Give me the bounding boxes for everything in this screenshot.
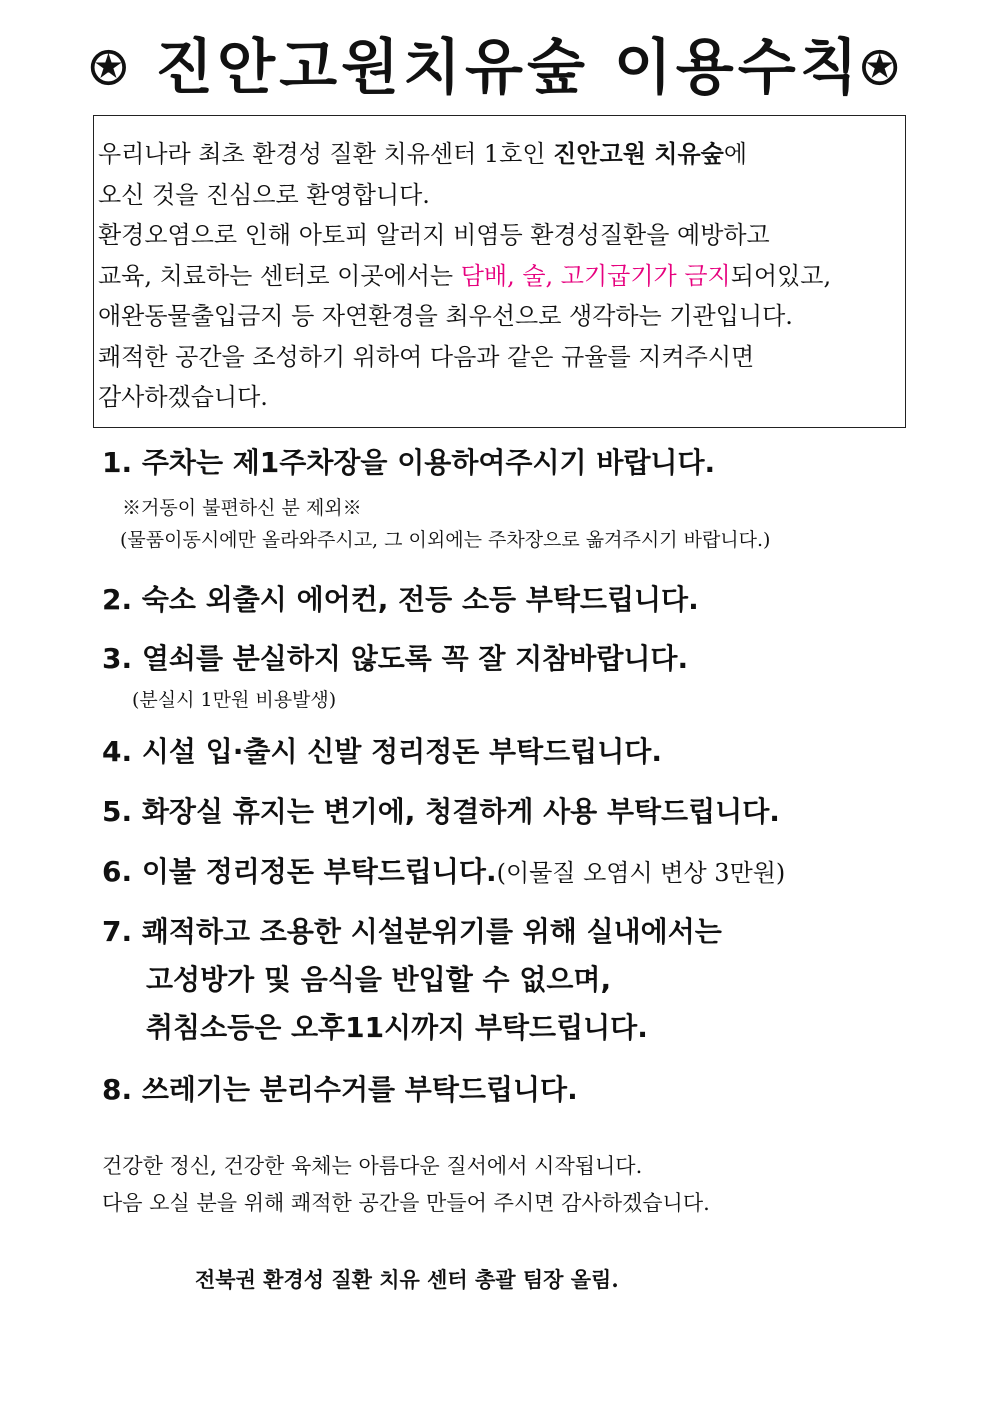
intro-line-1-end: 에 (723, 140, 748, 168)
intro-line-4-start: 교육, 치료하는 센터로 이곳에서는 (98, 261, 461, 290)
rule-5: 5. 화장실 휴지는 변기에, 청결하게 사용 부탁드립니다. (102, 795, 780, 828)
rule-3-note: (분실시 1만원 비용발생) (132, 689, 337, 711)
intro-line-5: 애완동물출입금지 등 자연환경을 최우선으로 생각하는 기관입니다. (98, 302, 793, 330)
rule-6 (102, 845, 785, 900)
intro-line-6: 쾌적한 공간을 조성하기 위하여 다음과 같은 규율를 지켜주시면 (98, 342, 755, 371)
closing-line-2: 다음 오실 분을 위해 쾌적한 공간을 만들어 주시면 감사하겠습니다. (102, 1191, 710, 1215)
intro-box (93, 115, 906, 428)
rule-7-line-3: 취침소등은 오후11시까지 부탁드립니다. (146, 1011, 648, 1044)
rule-8: 8. 쓰레기는 분리수거를 부탁드립니다. (102, 1073, 578, 1106)
intro-line-4 (98, 256, 905, 297)
rule-6-note: (이물질 오염시 변상 3만원) (496, 859, 786, 887)
signature: 전북권 환경성 질환 치유 센터 총괄 팀장 올림. (195, 1267, 619, 1292)
intro-line-7: 감사하겠습니다. (98, 383, 268, 411)
rule-1-note-2: (물품이동시에만 올라와주시고, 그 이외에는 주차장으로 옮겨주시기 바랍니다.) (120, 529, 771, 551)
rule-3: 3. 열쇠를 분실하지 않도록 꼭 잘 지참바랍니다. (102, 642, 689, 675)
intro-line-4-end: 되어있고, (730, 261, 832, 290)
rule-4: 4. 시설 입·출시 신발 정리정돈 부탁드립니다. (102, 735, 662, 768)
intro-line-2: 오신 것을 진심으로 환영합니다. (98, 180, 430, 209)
rule-2: 2. 숙소 외출시 에어컨, 전등 소등 부탁드립니다. (102, 583, 699, 616)
rule-1: 1. 주차는 제1주차장을 이용하여주시기 바랍니다. (102, 446, 716, 479)
rule-1-note-1: ※거동이 불편하신 분 제외※ (122, 497, 362, 519)
rule-7-line-2: 고성방가 및 음식을 반입할 수 없으며, (146, 963, 612, 996)
intro-line-1-start: 우리나라 최초 환경성 질환 치유센터 1호인 (98, 140, 554, 168)
page-title: ⍟ 진안고원치유숲 이용수칙⍟ (90, 33, 902, 103)
intro-line-1 (98, 134, 905, 175)
closing-line-1: 건강한 정신, 건강한 육체는 아름다운 질서에서 시작됩니다. (102, 1154, 643, 1178)
rule-6-text: 6. 이불 정리정돈 부탁드립니다. (102, 855, 497, 888)
intro-prohibited-items: 담배, 술, 고기굽기가 금지 (460, 261, 731, 290)
intro-line-3: 환경오염으로 인해 아토피 알러지 비염등 환경성질환을 예방하고 (98, 221, 770, 249)
intro-facility-name: 진안고원 치유숲 (553, 140, 724, 168)
rule-7-line-1: 7. 쾌적하고 조용한 시설분위기를 위해 실내에서는 (102, 915, 722, 948)
